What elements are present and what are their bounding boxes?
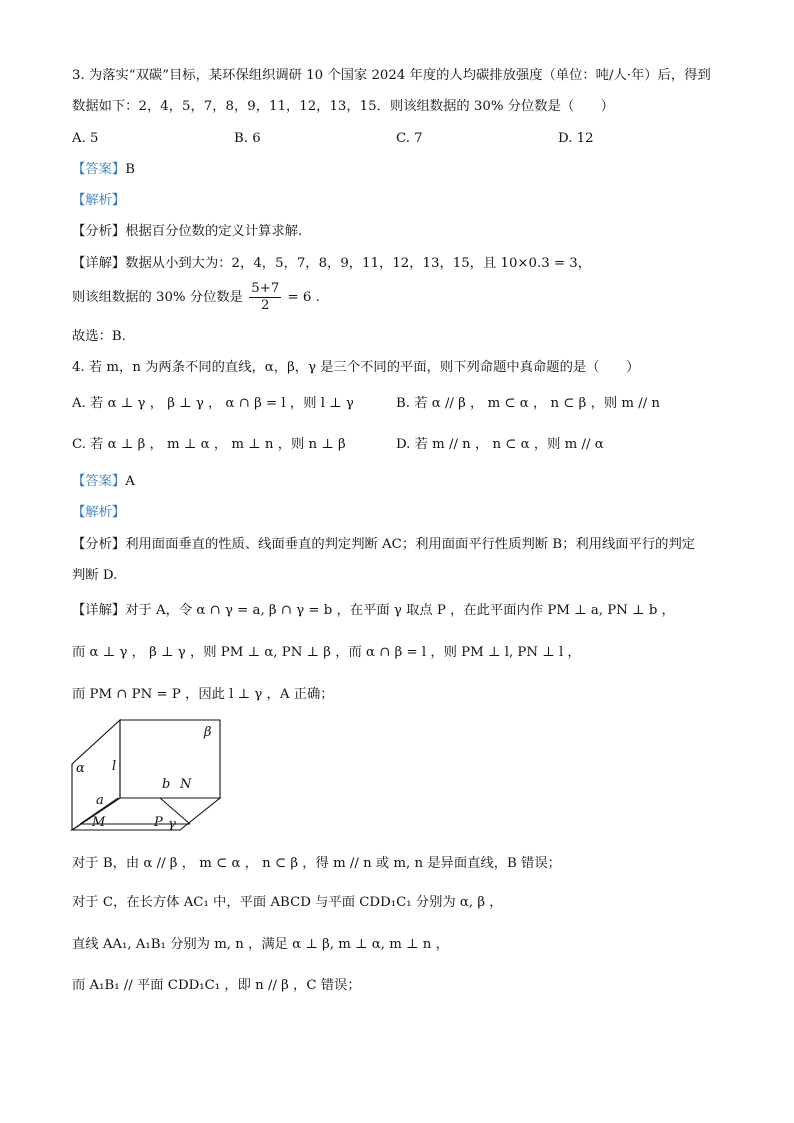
figure-label-p: P xyxy=(154,815,163,830)
q4-option-b: B. 若 α // β ， m ⊂ α ， n ⊂ β ，则 m // n xyxy=(396,396,660,411)
q3-fraction xyxy=(249,281,281,314)
q3-conclusion-prefix: 则该组数据的 30% 分位数是 xyxy=(72,290,243,305)
q4-answer-label: 【答案】 xyxy=(72,474,126,489)
q3-stem-line1: 3. 为落实“双碳”目标，某环保组织调研 10 个国家 2024 年度的人均碳排放强度（单位：吨/人·年）后，得到 xyxy=(72,68,711,83)
q4-analysis-heading: 【解析】 xyxy=(72,505,126,520)
q4-option-a: A. 若 α ⊥ γ ， β ⊥ γ ， α ∩ β = l ，则 l ⊥ γ xyxy=(72,396,354,411)
q4-option-c: C. 若 α ⊥ β ， m ⊥ α ， m ⊥ n ，则 n ⊥ β xyxy=(72,437,346,452)
q3-option-b: B. 6 xyxy=(234,131,261,146)
q4-after-line1: 对于 B，由 α // β ， m ⊂ α ， n ⊂ β ，得 m // n 或 m, n 是异面直线，B 错误； xyxy=(72,856,561,871)
figure-label-l: l xyxy=(112,759,117,774)
q4-xiangjie-label: 【详解】 xyxy=(72,603,126,618)
q3-xiangjie-text: 数据从小到大为：2，4，5，7，8，9，11，12，13，15，且 10×0.3 = 3， xyxy=(125,256,592,271)
q3-conclusion xyxy=(72,280,320,316)
q4-after-line2: 对于 C，在长方体 AC₁ 中，平面 ABCD 与平面 CDD₁C₁ 分别为 α, β ， xyxy=(72,895,503,910)
q3-option-c: C. 7 xyxy=(396,131,423,146)
q3-xiangjie xyxy=(72,254,591,274)
q3-stem-line2: 数据如下：2，4，5，7，8，9，11，12，13，15．则该组数据的 30% 分位数是（ ） xyxy=(72,99,615,114)
geometry-figure xyxy=(70,718,230,840)
q4-detail-line2: 而 α ⊥ γ ， β ⊥ γ ，则 PM ⊥ α, PN ⊥ β ，而 α ∩ β = l ，则 PM ⊥ l, PN ⊥ l ， xyxy=(72,645,581,660)
q4-after-line4: 而 A₁B₁ // 平面 CDD₁C₁ ，即 n // β ，C 错误； xyxy=(72,978,361,993)
q3-choose: 故选：B. xyxy=(72,329,126,344)
figure-label-a: a xyxy=(96,793,104,808)
figure-label-alpha: α xyxy=(76,761,85,776)
q4-option-d: D. 若 m // n ， n ⊂ α ，则 m // α xyxy=(396,437,604,452)
q4-answer xyxy=(72,472,135,492)
q3-fraction-numerator: 5+7 xyxy=(251,281,280,296)
q3-fenxi xyxy=(72,222,302,242)
q4-fenxi-text1: 利用面面垂直的性质、线面垂直的判定判断 AC；利用面面平行性质判断 B；利用线面平行的判定 xyxy=(125,537,696,552)
figure-label-beta: β xyxy=(204,725,212,740)
q3-conclusion-suffix: = 6 . xyxy=(287,290,320,305)
figure-label-n: N xyxy=(180,777,192,792)
q3-xiangjie-label: 【详解】 xyxy=(72,256,126,271)
q4-after-line3: 直线 AA₁, A₁B₁ 分别为 m, n ，满足 α ⊥ β, m ⊥ α, m ⊥ n ， xyxy=(72,937,449,952)
q3-option-d: D. 12 xyxy=(558,131,594,146)
q3-fenxi-label: 【分析】 xyxy=(72,224,126,239)
figure-label-m: M xyxy=(92,815,106,830)
q4-detail-line3: 而 PM ∩ PN = P ，因此 l ⊥ γ ，A 正确； xyxy=(72,687,334,702)
q3-fenxi-text: 根据百分位数的定义计算求解. xyxy=(125,224,303,239)
figure-label-b: b xyxy=(162,777,171,792)
q3-answer xyxy=(72,160,135,180)
q4-fenxi-line1 xyxy=(72,535,695,555)
q4-detail-line1 xyxy=(72,601,675,621)
q4-fenxi-line2: 判断 D. xyxy=(72,568,118,583)
q4-fenxi-label: 【分析】 xyxy=(72,537,126,552)
q3-option-a: A. 5 xyxy=(72,131,99,146)
q3-fraction-denominator: 2 xyxy=(261,298,270,313)
q3-answer-label: 【答案】 xyxy=(72,162,126,177)
q4-stem: 4. 若 m，n 为两条不同的直线，α，β，γ 是三个不同的平面，则下列命题中真命题的是（ ） xyxy=(72,360,640,375)
figure-label-gamma: γ xyxy=(168,817,176,832)
q3-answer-value: B xyxy=(125,162,135,177)
q4-detail-text1: 对于 A，令 α ∩ γ = a, β ∩ γ = b ，在平面 γ 取点 P ，在此平面内作 PM ⊥ a, PN ⊥ b ， xyxy=(125,603,675,618)
q4-answer-value: A xyxy=(125,474,135,489)
q3-analysis-heading: 【解析】 xyxy=(72,193,126,208)
